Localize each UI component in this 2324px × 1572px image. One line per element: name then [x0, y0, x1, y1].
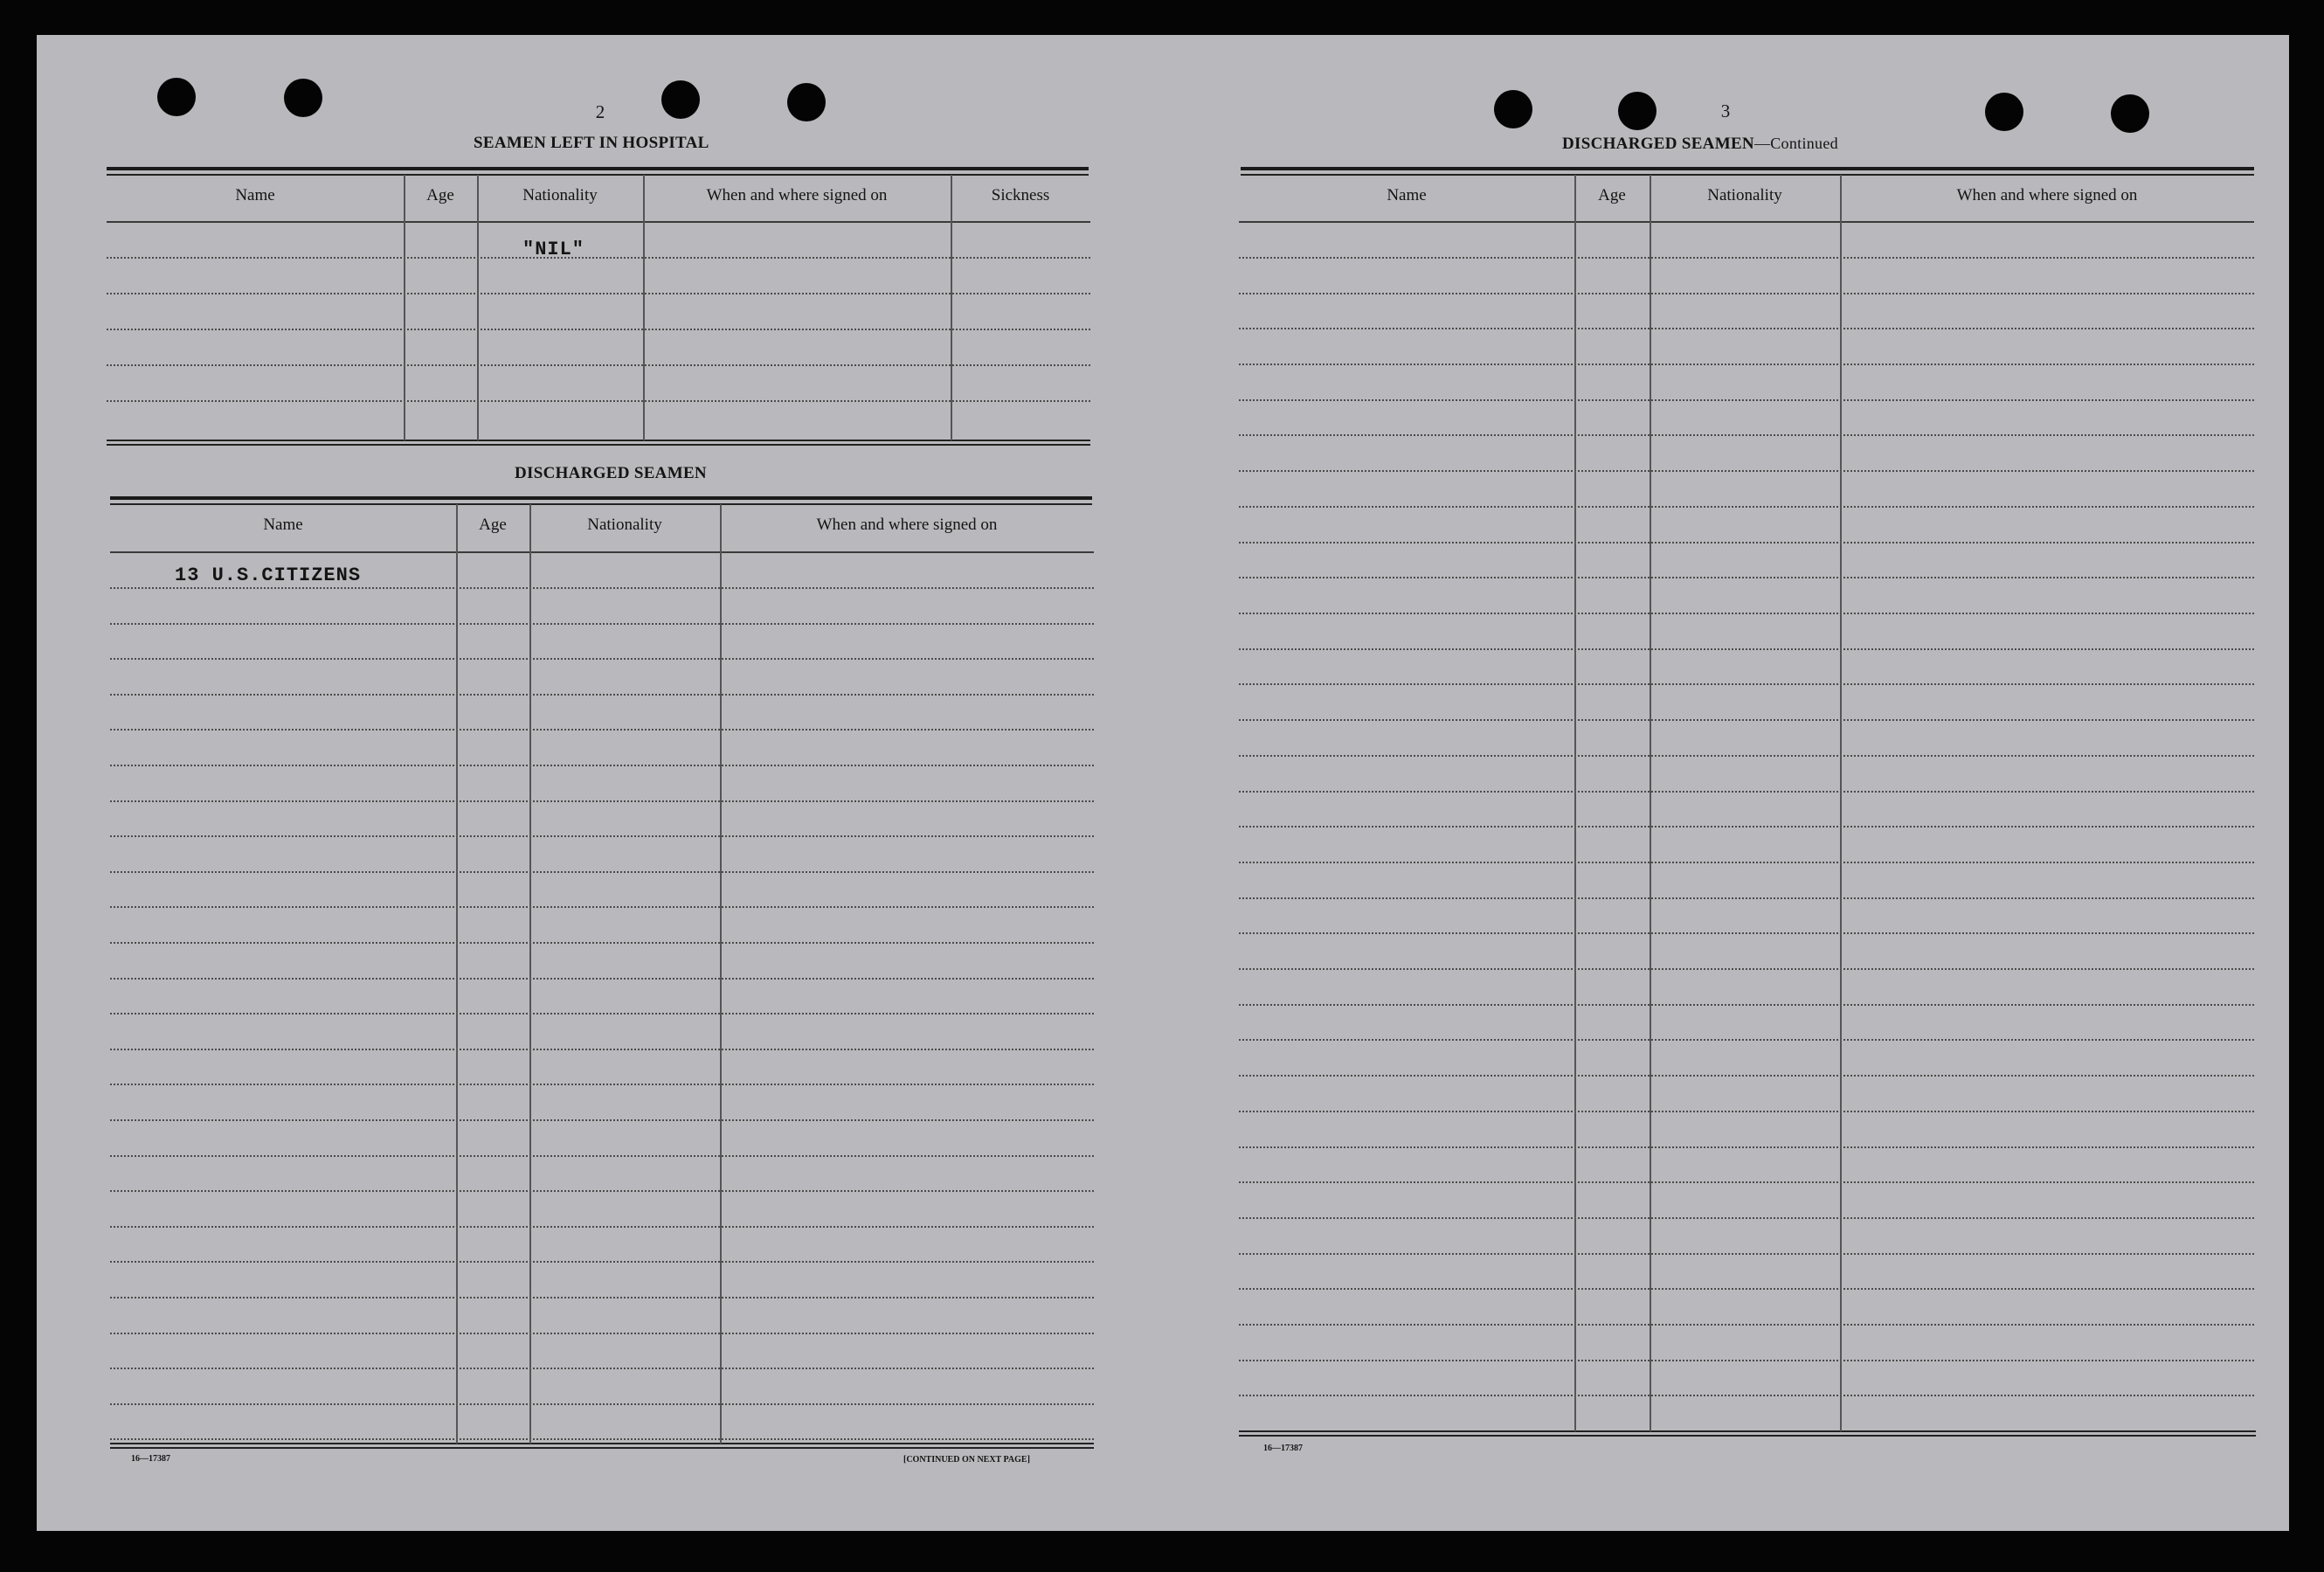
table-row-line	[107, 364, 1090, 366]
table-row-line	[110, 658, 1094, 660]
table-row-line	[110, 1190, 1094, 1192]
table-row-line	[1239, 897, 2254, 899]
hospital-section-title: SEAMEN LEFT IN HOSPITAL	[474, 134, 709, 152]
table-row-line	[110, 1049, 1094, 1050]
table-row-line	[1239, 328, 2254, 329]
discharged-bottom-rule	[110, 1443, 1094, 1444]
punch-hole	[787, 83, 826, 121]
punch-hole	[1494, 90, 1532, 128]
right-col-nationality: Nationality	[1707, 186, 1782, 204]
table-row-line	[110, 1403, 1094, 1405]
table-row-line	[1239, 1288, 2254, 1290]
table-row-line	[1239, 968, 2254, 970]
right-col-name: Name	[1387, 186, 1427, 204]
discharged-section-title: DISCHARGED SEAMEN	[515, 464, 707, 482]
table-row-line	[1239, 613, 2254, 614]
right-section-title	[1562, 135, 1838, 154]
hospital-top-rule-2	[107, 174, 1089, 176]
right-divider	[1650, 175, 1651, 1431]
right-divider	[1574, 175, 1576, 1431]
discharged-top-rule	[110, 496, 1092, 500]
right-col-signed-on: When and where signed on	[1956, 186, 2138, 204]
table-row-line	[110, 1368, 1094, 1369]
punch-hole	[1985, 93, 2023, 131]
hospital-top-rule	[107, 167, 1089, 170]
discharged-divider	[456, 504, 458, 1444]
table-row-line	[110, 978, 1094, 980]
table-row-line	[1239, 1146, 2254, 1148]
punch-hole	[157, 78, 196, 116]
page-number-left: 2	[595, 101, 605, 122]
table-row-line	[1239, 648, 2254, 650]
table-row-line	[1239, 1111, 2254, 1112]
page-number-right: 3	[1720, 100, 1731, 121]
discharged-bottom-rule-2	[110, 1447, 1094, 1449]
table-row-line	[110, 623, 1094, 625]
table-row-line	[110, 1155, 1094, 1157]
right-col-age: Age	[1598, 186, 1626, 204]
table-row-line	[110, 1084, 1094, 1085]
table-row-line	[107, 329, 1090, 330]
form-number-right: 16—17387	[1263, 1444, 1303, 1453]
table-row-line	[110, 871, 1094, 873]
table-row-line	[107, 400, 1090, 402]
table-row-line	[1239, 542, 2254, 544]
discharged-divider	[720, 504, 722, 1444]
hospital-col-age: Age	[426, 186, 454, 204]
table-row-line	[1239, 257, 2254, 259]
right-header-rule	[1239, 221, 2254, 223]
table-row-line	[1239, 932, 2254, 934]
table-row-line	[1239, 791, 2254, 793]
table-row-line	[1239, 755, 2254, 757]
table-row-line	[110, 800, 1094, 802]
hospital-divider	[643, 175, 645, 440]
table-row-line	[110, 1438, 1094, 1440]
document-sheet	[37, 35, 2289, 1531]
table-row-line	[110, 906, 1094, 908]
table-row-line	[110, 1119, 1094, 1121]
table-row-line	[110, 942, 1094, 944]
table-row-line	[1239, 506, 2254, 508]
table-row-line	[1239, 1324, 2254, 1326]
discharged-divider	[529, 504, 531, 1444]
table-row-line	[1239, 719, 2254, 721]
right-bottom-rule	[1239, 1430, 2256, 1432]
discharged-top-rule-2	[110, 503, 1092, 505]
discharged-col-name: Name	[263, 516, 303, 534]
table-row-line	[1239, 1181, 2254, 1183]
hospital-bottom-rule-2	[107, 444, 1090, 446]
table-row-line	[1239, 470, 2254, 472]
hospital-divider	[951, 175, 952, 440]
hospital-bottom-rule	[107, 440, 1090, 441]
table-row-line	[110, 1013, 1094, 1015]
table-row-line	[110, 729, 1094, 731]
punch-hole	[284, 79, 322, 117]
table-row-line	[110, 765, 1094, 766]
table-row-line	[110, 835, 1094, 837]
table-row-line	[107, 257, 1090, 259]
table-row-line	[1239, 399, 2254, 401]
hospital-col-signed-on: When and where signed on	[706, 186, 888, 204]
table-row-line	[1239, 1217, 2254, 1219]
table-row-line	[110, 694, 1094, 696]
right-top-rule	[1241, 167, 2254, 170]
table-row-line	[1239, 826, 2254, 828]
hospital-entry-nil: "NIL"	[522, 239, 585, 260]
discharged-header-rule	[110, 551, 1094, 553]
punch-hole	[1618, 92, 1657, 130]
table-row-line	[1239, 1395, 2254, 1396]
right-top-rule-2	[1241, 174, 2254, 176]
hospital-divider	[477, 175, 479, 440]
form-number-left: 16—17387	[131, 1454, 170, 1464]
discharged-col-age: Age	[479, 516, 507, 534]
discharged-entry-citizens: 13 U.S.CITIZENS	[175, 564, 362, 586]
right-bottom-rule-2	[1239, 1435, 2256, 1437]
table-row-line	[1239, 434, 2254, 436]
punch-hole	[2111, 94, 2149, 133]
table-row-line	[1239, 1360, 2254, 1361]
table-row-line	[1239, 577, 2254, 578]
hospital-col-sickness: Sickness	[991, 186, 1050, 204]
table-row-line	[1239, 293, 2254, 294]
discharged-col-signed-on: When and where signed on	[816, 516, 998, 534]
table-row-line	[1239, 364, 2254, 365]
punch-hole	[661, 80, 700, 119]
table-row-line	[1239, 862, 2254, 863]
hospital-col-nationality: Nationality	[522, 186, 598, 204]
table-row-line	[1239, 1039, 2254, 1041]
table-row-line	[110, 1261, 1094, 1263]
table-row-line	[110, 1333, 1094, 1334]
right-section-title-suffix: —Continued	[1753, 135, 1838, 152]
right-divider	[1840, 175, 1842, 1431]
table-row-line	[107, 293, 1090, 294]
table-row-line	[1239, 1253, 2254, 1255]
table-row-line	[1239, 1004, 2254, 1006]
hospital-divider	[404, 175, 405, 440]
continued-note: [CONTINUED ON NEXT PAGE]	[903, 1455, 1030, 1465]
hospital-col-name: Name	[235, 186, 275, 204]
hospital-header-rule	[107, 221, 1090, 223]
table-row-line	[110, 587, 1094, 589]
table-row-line	[110, 1226, 1094, 1228]
table-row-line	[110, 1297, 1094, 1298]
right-section-title-main: DISCHARGED SEAMEN	[1562, 135, 1754, 153]
discharged-col-nationality: Nationality	[587, 516, 662, 534]
table-row-line	[1239, 1075, 2254, 1077]
table-row-line	[1239, 683, 2254, 685]
